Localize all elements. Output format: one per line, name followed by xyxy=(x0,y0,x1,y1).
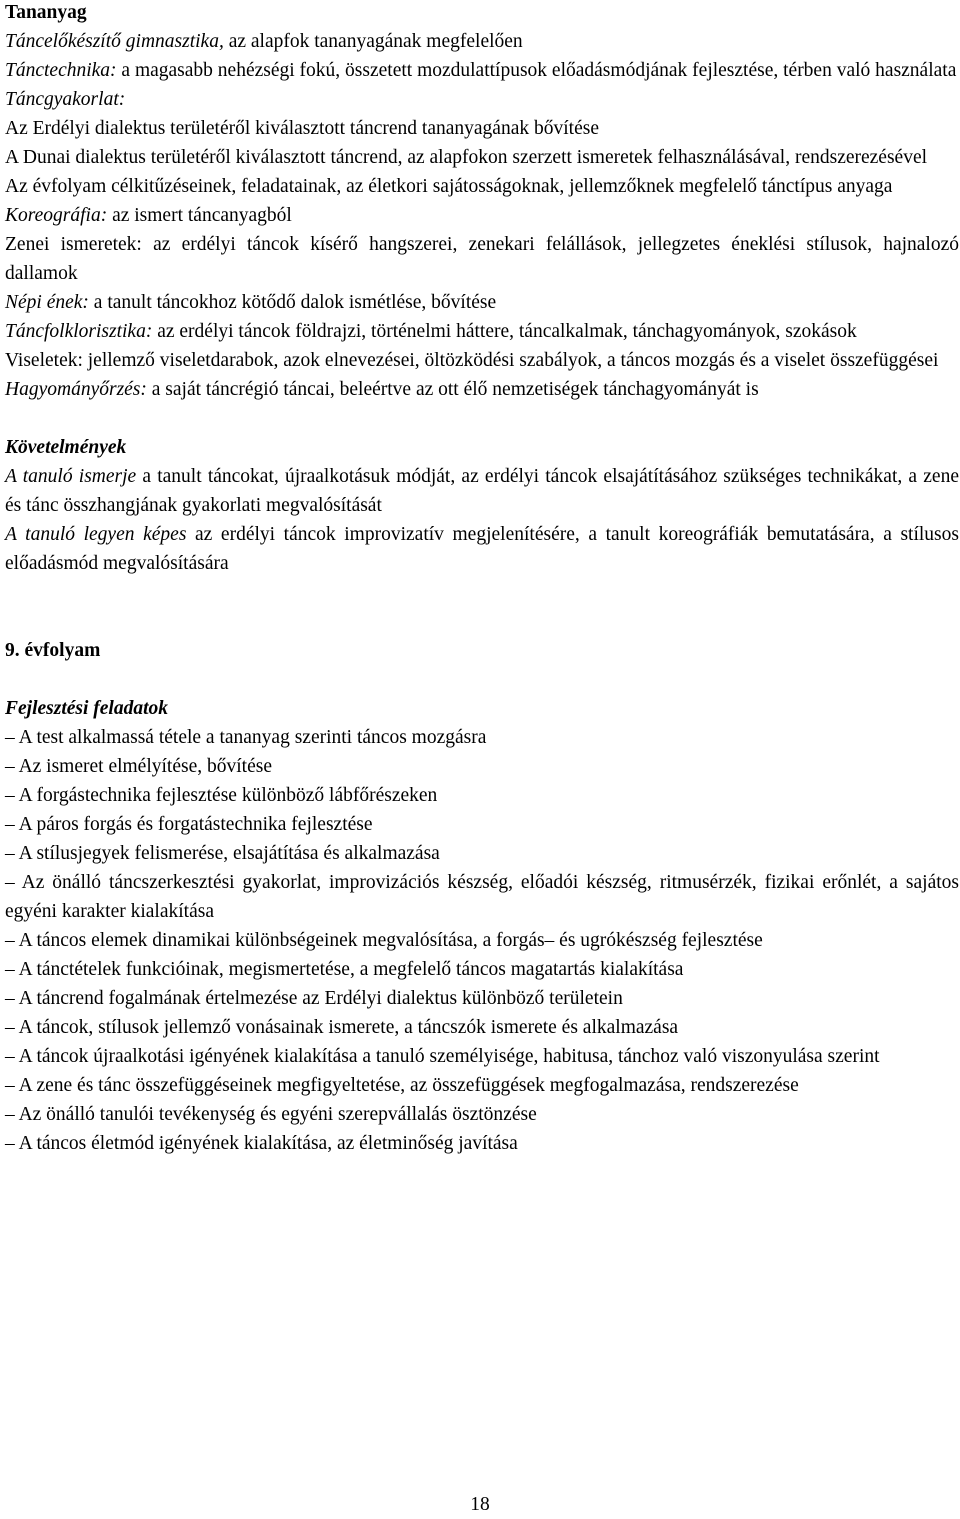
list-item: – A zene és tánc összefüggéseinek megfigyeltetése, az összefüggések megfogalmazása, rendszerezése xyxy=(5,1075,799,1096)
fejlesztesi-list xyxy=(5,723,959,1158)
list-item: – Az önálló tanulói tevékenység és egyéni szerepvállalás ösztönzése xyxy=(5,1104,537,1125)
tananyag-heading: Tananyag xyxy=(5,2,87,23)
kovetelmenyek-heading: Követelmények xyxy=(5,437,127,458)
tananyag-line: Tánctechnika: a magasabb nehézségi fokú, összetett mozdulattípusok előadásmódjának fejlesztése, térben való használata xyxy=(5,60,957,81)
tananyag-line: Zenei ismeretek: az erdélyi táncok kísérő hangszerei, zenekari felállások, jellegzetes éneklési stílusok, hajnalozó dallamok xyxy=(5,234,959,284)
list-item: – A táncos életmód igényének kialakítása, az életminőség javítása xyxy=(5,1133,518,1154)
tananyag-line: Viseletek: jellemző viseletdarabok, azok elnevezései, öltözködési szabályok, a táncos mozgás és a viselet összefüggései xyxy=(5,350,939,371)
list-item: – A táncok újraalkotási igényének kialakítása a tanuló személyisége, habitusa, tánchoz való viszonyulása szerint xyxy=(5,1046,880,1067)
spacer xyxy=(5,404,959,433)
list-item: – Az ismeret elmélyítése, bővítése xyxy=(5,756,272,777)
list-item: – A táncrend fogalmának értelmezése az Erdélyi dialektus különböző területein xyxy=(5,988,623,1009)
tananyag-line: Táncelőkészítő gimnasztika, az alapfok tananyagának megfelelően xyxy=(5,31,523,52)
grade-heading: 9. évfolyam xyxy=(5,640,101,661)
tananyag-line: Táncgyakorlat: xyxy=(5,89,126,110)
fejlesztesi-heading: Fejlesztési feladatok xyxy=(5,698,169,719)
list-item: – Az önálló táncszerkesztési gyakorlat, improvizációs készség, előadói készség, ritmusérzék, fizikai erőnlét, a sajátos egyéni karakter kialakítása xyxy=(5,872,959,922)
spacer xyxy=(5,578,959,636)
list-item: – A táncok, stílusok jellemző vonásainak ismerete, a táncszók ismerete és alkalmazása xyxy=(5,1017,679,1038)
tananyag-line: Népi ének: a tanult táncokhoz kötődő dalok ismétlése, bővítése xyxy=(5,292,497,313)
tananyag-line: Hagyományőrzés: a saját táncrégió táncai, beleértve az ott élő nemzetiségek tánchagyományát is xyxy=(5,379,759,400)
list-item: – A forgástechnika fejlesztése különböző lábfőrészeken xyxy=(5,785,438,806)
kovetelmeny-line: A tanuló legyen képes az erdélyi táncok improvizatív megjelenítésére, a tanult koreográfiák bemutatására, a stílusos előadásmód megvalósítására xyxy=(5,524,959,574)
spacer xyxy=(5,665,959,694)
tananyag-line: Táncfolklorisztika: az erdélyi táncok földrajzi, történelmi háttere, táncalkalmak, tánchagyományok, szokások xyxy=(5,321,857,342)
document-page xyxy=(5,0,959,1158)
tananyag-line: A Dunai dialektus területéről kiválasztott táncrend, az alapfokon szerzett ismeretek felhasználásával, rendszerezésével xyxy=(5,147,928,168)
list-item: – A tánctételek funkcióinak, megismertetése, a megfelelő táncos magatartás kialakítása xyxy=(5,959,684,980)
tananyag-line: Az Erdélyi dialektus területéről kiválasztott táncrend tananyagának bővítése xyxy=(5,118,599,139)
tananyag-line: Koreográfia: az ismert táncanyagból xyxy=(5,205,292,226)
tananyag-line: Az évfolyam célkitűzéseinek, feladatainak, az életkori sajátosságoknak, jellemzőknek megfelelő tánctípus anyaga xyxy=(5,176,893,197)
list-item: – A páros forgás és forgatástechnika fejlesztése xyxy=(5,814,373,835)
page-number: 18 xyxy=(470,1494,490,1515)
list-item: – A táncos elemek dinamikai különbségeinek megvalósítása, a forgás– és ugrókészség fejlesztése xyxy=(5,930,763,951)
list-item: – A stílusjegyek felismerése, elsajátítása és alkalmazása xyxy=(5,843,440,864)
list-item: – A test alkalmassá tétele a tananyag szerinti táncos mozgásra xyxy=(5,727,487,748)
kovetelmeny-line: A tanuló ismerje a tanult táncokat, újraalkotásuk módját, az erdélyi táncok elsajátításához szükséges technikákat, a zene és tánc összhangjának gyakorlati megvalósítását xyxy=(5,466,959,516)
